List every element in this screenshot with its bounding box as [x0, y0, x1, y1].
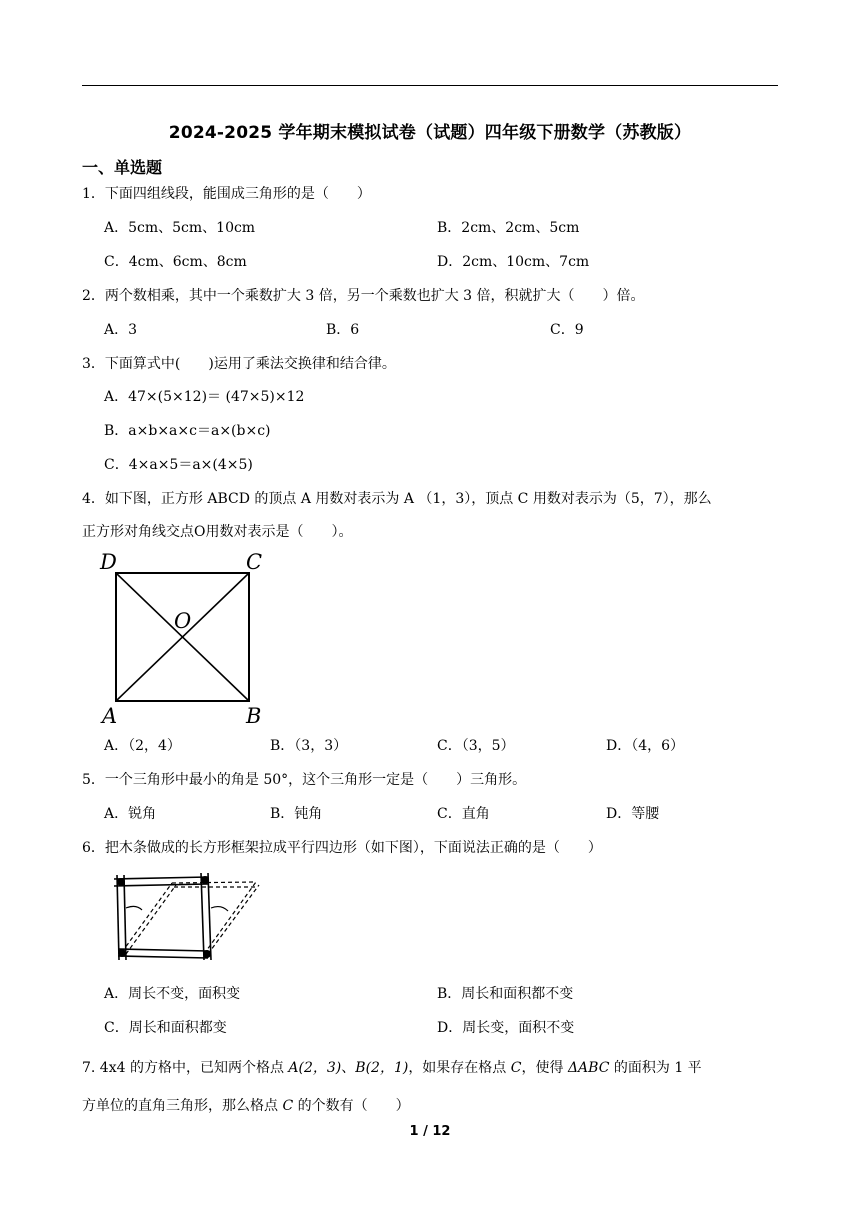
q2-option-c: C．9 [550, 322, 584, 338]
q2-stem: 2．两个数相乘，其中一个乘数扩大 3 倍，另一个乘数也扩大 3 倍，积就扩大（ ）倍。 [82, 288, 645, 304]
angle-arc-left [126, 906, 142, 910]
q1-option-d: D．2cm、10cm、7cm [437, 254, 590, 270]
exam-title: 2024-2025 学年期末模拟试卷（试题）四年级下册数学（苏教版） [168, 123, 692, 143]
header-rule [82, 85, 778, 86]
q6-option-d: D．周长变，面积不变 [437, 1020, 575, 1036]
q5-stem: 5．一个三角形中最小的角是 50°，这个三角形一定是（ ）三角形。 [82, 772, 527, 788]
q7-point-c: C [510, 1060, 522, 1076]
section-heading: 一、单选题 [82, 158, 163, 177]
q3-option-a: A．47×(5×12)＝ (47×5)×12 [104, 389, 305, 405]
angle-arc-right [211, 907, 228, 911]
label-o: O [174, 609, 192, 633]
q3-stem: 3．下面算式中( )运用了乘法交换律和结合律。 [82, 356, 396, 372]
rectangle-frame [114, 873, 211, 960]
q5-option-b: B．钝角 [270, 806, 323, 822]
q1-stem: 1．下面四组线段，能围成三角形的是（ ） [82, 186, 371, 202]
q7-point-c-2: C [282, 1098, 294, 1114]
q3-option-b: B．a×b×a×c＝a×(b×c) [104, 423, 271, 439]
q2-option-a: A．3 [104, 322, 138, 338]
q7-point-a: A(2，3) [288, 1060, 342, 1076]
q7-stem-line1 [82, 1058, 702, 1078]
page-number: 1 / 12 [409, 1124, 451, 1139]
q5-option-c: C．直角 [437, 806, 490, 822]
q1-option-c: C．4cm、6cm、8cm [104, 254, 247, 270]
q6-option-c: C．周长和面积都变 [104, 1020, 227, 1036]
q4-option-a: A．（2，4） [104, 738, 181, 754]
q4-option-c: C．（3，5） [437, 738, 515, 754]
square-abcd-figure [100, 548, 270, 728]
q7-text-5: 方单位的直角三角形，那么格点 [82, 1098, 283, 1114]
rectangle-frame-figure [104, 870, 264, 965]
q6-stem: 6．把木条做成的长方形框架拉成平行四边形（如下图），下面说法正确的是（ ） [82, 840, 602, 856]
q7-text-1: 7. 4x4 的方格中，已知两个格点 [82, 1060, 289, 1076]
label-c: C [246, 550, 263, 574]
q1-option-b: B．2cm、2cm、5cm [437, 220, 580, 236]
q7-separator: 、 [341, 1060, 356, 1076]
q7-triangle-abc: ΔABC [567, 1060, 610, 1076]
q1-option-a: A．5cm、5cm、10cm [104, 220, 256, 236]
q4-option-b: B．（3，3） [270, 738, 348, 754]
frame-corner-joints [117, 876, 211, 958]
q7-text-2: ，如果存在格点 [408, 1060, 511, 1076]
q2-option-b: B．6 [326, 322, 360, 338]
q6-option-b: B．周长和面积都不变 [437, 986, 574, 1002]
q7-point-b: B(2，1) [355, 1060, 409, 1076]
q6-option-a: A．周长不变，面积变 [104, 986, 241, 1002]
q5-option-a: A．锐角 [104, 806, 157, 822]
q3-option-c: C．4×a×5＝a×(4×5) [104, 457, 253, 473]
label-d: D [100, 550, 117, 574]
q4-stem-line2: 正方形对角线交点O用数对表示是（ ）。 [82, 524, 353, 540]
q7-text-6: 的个数有（ ） [293, 1098, 410, 1114]
q7-stem-line2 [82, 1096, 410, 1116]
parallelogram-dashed [122, 882, 259, 954]
q7-text-3: ，使得 [521, 1060, 568, 1076]
label-b: B [246, 704, 262, 728]
q5-option-d: D．等腰 [606, 806, 660, 822]
q4-stem-line1: 4．如下图，正方形 ABCD 的顶点 A 用数对表示为 A （1，3），顶点 C 用数对表示为（5，7），那么 [82, 491, 712, 507]
q7-text-4: 的面积为 1 平 [609, 1060, 702, 1076]
label-a: A [102, 704, 118, 728]
q4-option-d: D．（4，6） [606, 738, 685, 754]
